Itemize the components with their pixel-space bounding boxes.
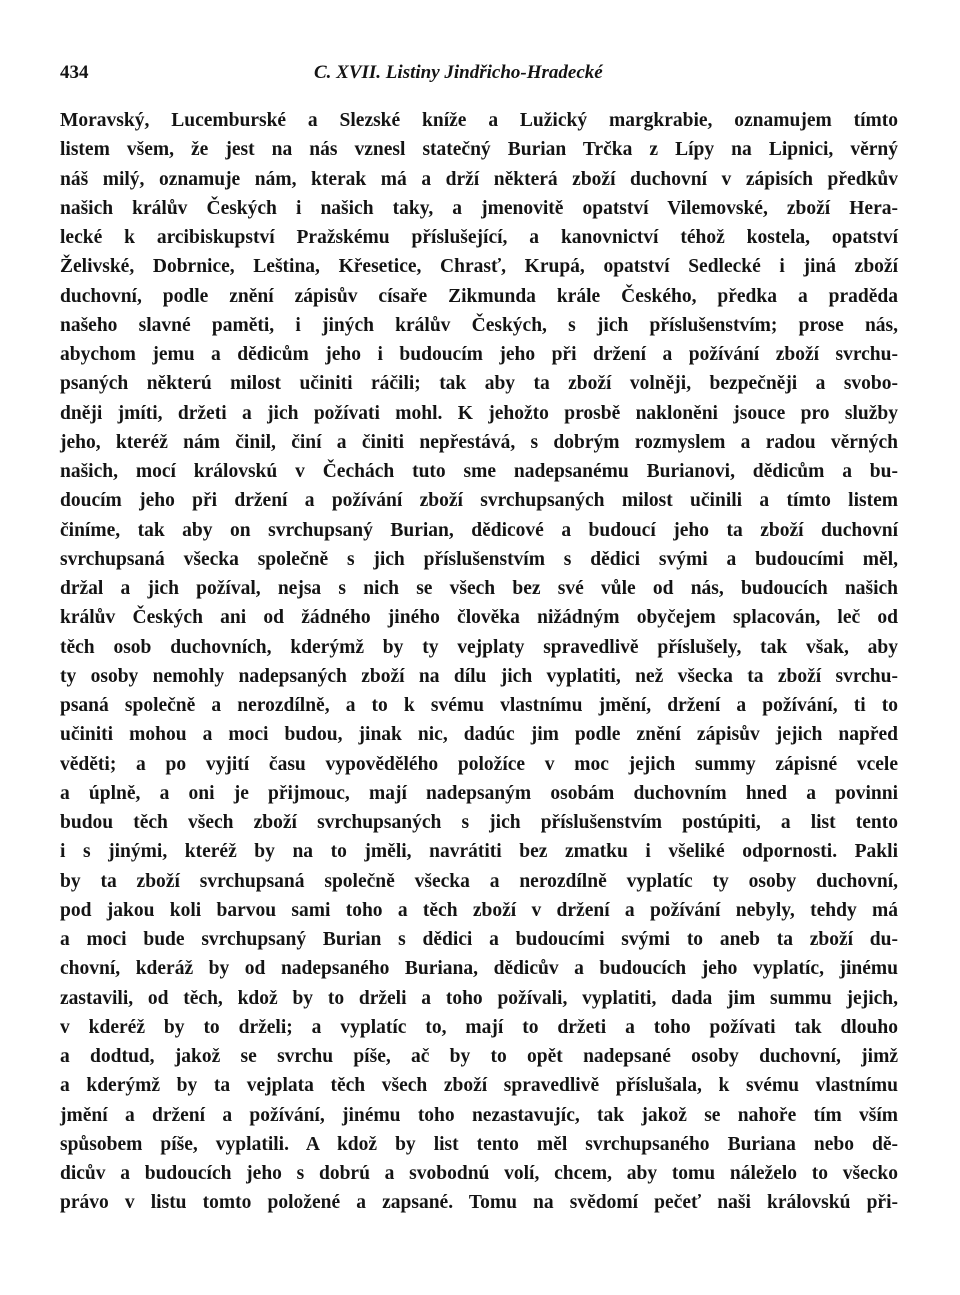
text-line: ty osoby nemohly nadepsaných zboží na dílu jich vyplatiti, než všecka ta zboží svrchu- [60,665,898,687]
text-line: spůsobem píše, vyplatili. A kdož by list tento měl svrchupsaného Buriana nebo dě- [60,1133,898,1155]
text-line: těch osob duchovních, kderýmž by ty vejplaty spravedlivě příslušely, tak však, aby [60,636,898,658]
text-line: a kderýmž by ta vejplata těch všech zboží spravedlivě příslušala, k svému vlastnímu [60,1075,898,1097]
text-line: náš milý, oznamuje nám, kterak má a drží některá zboží duchovní v zápisích předkův [60,168,898,190]
page-number: 434 [60,62,89,83]
text-line: zastavili, od těch, kdož by to drželi a toho požívali, vyplatiti, dada jim summu jejich, [60,987,898,1009]
text-line: jmění a držení a požívání, jinému toho nezastavujíc, tak jakož se nahoře tím vším [60,1104,898,1126]
text-line: činíme, tak aby on svrchupsaný Burian, dědicové a budoucí jeho ta zboží duchovní [60,519,898,541]
running-header [60,58,898,88]
text-line: duchovní, podle znění zápisův císaře Zikmunda krále Českého, předka a praděda [60,285,898,307]
text-line: králův Českých ani od žádného jiného člověka nižádným obyčejem splacován, leč od [60,607,898,629]
document-text [60,106,898,1218]
text-line: by ta zboží svrchupsaná společně všecka a nerozdílně vyplatíc ty osoby duchovní, [60,870,898,892]
text-line: Moravský, Lucemburské a Slezské kníže a Lužický margkrabie, oznamujem tímto [60,110,898,131]
text-line: budou těch všech zboží svrchupsaných s jich příslušenstvím postúpiti, a list tento [60,812,898,833]
text-line: psaná společně a nerozdílně, a to k svému vlastnímu jmění, držení a požívání, ti to [60,695,898,716]
text-line: našich králův Českých i našich taky, a jmenovitě opatství Vilemovské, zboží Hera- [60,197,898,219]
text-line: psaných některú milost učiniti ráčili; tak aby ta zboží volněji, bezpečněji a svobo- [60,373,898,395]
text-line: svrchupsaná všecka společně s jich příslušenstvím s dědici svými a budoucími měl, [60,548,898,570]
text-line: učiniti mohou a moci budou, jinak nic, dadúc jim podle znění zápisův jejich napřed [60,724,898,746]
text-line: dněji jmíti, držeti a jich požívati mohl. K jehožto prosbě nakloněni jsouce pro služby [60,402,898,424]
text-line: v kderéž by to drželi; a vyplatíc to, mají to držeti a toho požívati tak dlouho [60,1016,898,1038]
text-line: i s jinými, kteréž by na to jměli, navrátiti bez zmatku i všeliké odpornosti. Pakli [60,841,898,863]
text-line: našich, mocí královskú v Čechách tuto sme nadepsanému Burianovi, dědicům a bu- [60,461,898,482]
text-line: a úplně, a oni je přijmouc, mají nadepsaným osobám duchovním hned a povinni [60,782,898,804]
text-line: doucím jeho při držení a požívání zboží svrchupsaných milost učinili a tímto listem [60,490,898,512]
text-line: dicův a budoucích jeho s dobrú a svobodnú volí, chcem, aby tomu náleželo to všecko [60,1163,898,1184]
text-line: a moci bude svrchupsaný Burian s dědici a budoucími svými to aneb ta zboží du- [60,929,898,950]
running-title: C. XVII. Listiny Jindřicho-Hradecké [314,62,603,83]
text-line: lecké k arcibiskupství Pražskému příslušející, a kanovnictví téhož kostela, opatství [60,227,898,248]
text-line: chovní, kderáž by od nadepsaného Buriana, dědicův a budoucích jeho vyplatíc, jinému [60,958,898,980]
text-line: pod jakou koli barvou sami toho a těch zboží v držení a požívání nebyly, tehdy má [60,899,898,921]
text-line: právo v listu tomto položené a zapsané. Tomu na svědomí pečeť naši královskú při- [60,1192,898,1214]
text-line: a dodtud, jakož se svrchu píše, ač by to opět nadepsané osoby duchovní, jimž [60,1046,898,1067]
text-line: Želivské, Dobrnice, Leština, Křesetice, Chrasť, Krupá, opatství Sedlecké i jiná zboží [60,256,898,278]
text-line: jeho, kteréž nám činil, činí a činiti nepřestává, s dobrým rozmyslem a radou věrných [60,431,898,453]
text-line: věděti; a po vyjití času vypovědělého položíce v moc jejich summy zápisné vcele [60,753,898,775]
text-line: listem všem, že jest na nás vznesl statečný Burian Trčka z Lípy na Lipnici, věrný [60,139,898,161]
text-line: abychom jemu a dědicům jeho i budoucím jeho při držení a požívání zboží svrchu- [60,344,898,365]
text-line: držal a jich požíval, nejsa s nich se všech bez své vůle od nás, budoucích našich [60,578,898,599]
text-line: našeho slavné paměti, i jiných králův Českých, s jich příslušenstvím; prose nás, [60,314,898,336]
